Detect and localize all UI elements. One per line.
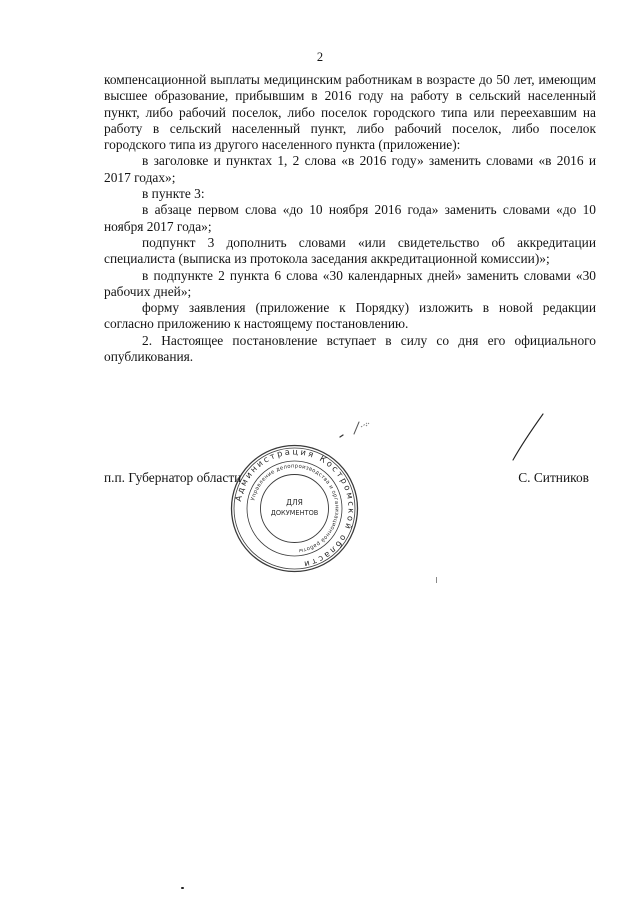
paragraph-intro-continuation: компенсационной выплаты медицинским работникам в возрасте до 50 лет, имеющим высшее образование, прибывшим в 2016 году на работу в сельский населенный пункт, либо рабочий поселок, либо поселок городского типа или переехавшим на работу в сельский населенный пункт, либо рабочий поселок, либо поселок городского типа из другого населенного пункта (приложение): bbox=[104, 72, 596, 153]
svg-text:ДОКУМЕНТОВ: ДОКУМЕНТОВ bbox=[270, 509, 319, 517]
page-number: 2 bbox=[316, 50, 324, 64]
svg-text:Управление делопроизводства и: Управление делопроизводства и организационной работы bbox=[250, 463, 340, 554]
scan-mark bbox=[436, 577, 437, 583]
signatory-title: п.п. Губернатор области bbox=[104, 470, 242, 485]
paragraph-point-3: в пункте 3: bbox=[142, 186, 205, 202]
signatory-name: С. Ситников bbox=[518, 470, 589, 485]
paragraph-subpoint-2-point-6: в подпункте 2 пункта 6 слова «30 календарных дней» заменить словами «30 рабочих дней»; bbox=[104, 267, 596, 299]
document-body bbox=[104, 72, 596, 365]
scan-dot bbox=[181, 887, 184, 889]
paragraph-first-abzac: в абзаце первом слова «до 10 ноября 2016 года» заменить словами «до 10 ноября 2017 года»; bbox=[104, 202, 596, 234]
paragraph-effective-date: 2. Настоящее постановление вступает в силу со дня его официального опубликования. bbox=[104, 332, 596, 365]
svg-text:Администрация Костромской обла: Администрация Костромской области bbox=[232, 446, 357, 571]
paragraph-subpoint-3: подпункт 3 дополнить словами «или свидетельство об аккредитации специалиста (выписка из протокола заседания аккредитационной комиссии)»; bbox=[104, 234, 596, 267]
paragraph-application-form: форму заявления (приложение к Порядку) изложить в новой редакции согласно приложению к настоящему постановлению. bbox=[104, 300, 596, 332]
svg-text:ДЛЯ: ДЛЯ bbox=[286, 498, 303, 507]
paragraph-title-amendment: в заголовке и пунктах 1, 2 слова «в 2016 году» заменить словами «в 2016 и 2017 годах»; bbox=[104, 153, 596, 185]
official-seal bbox=[229, 443, 360, 574]
